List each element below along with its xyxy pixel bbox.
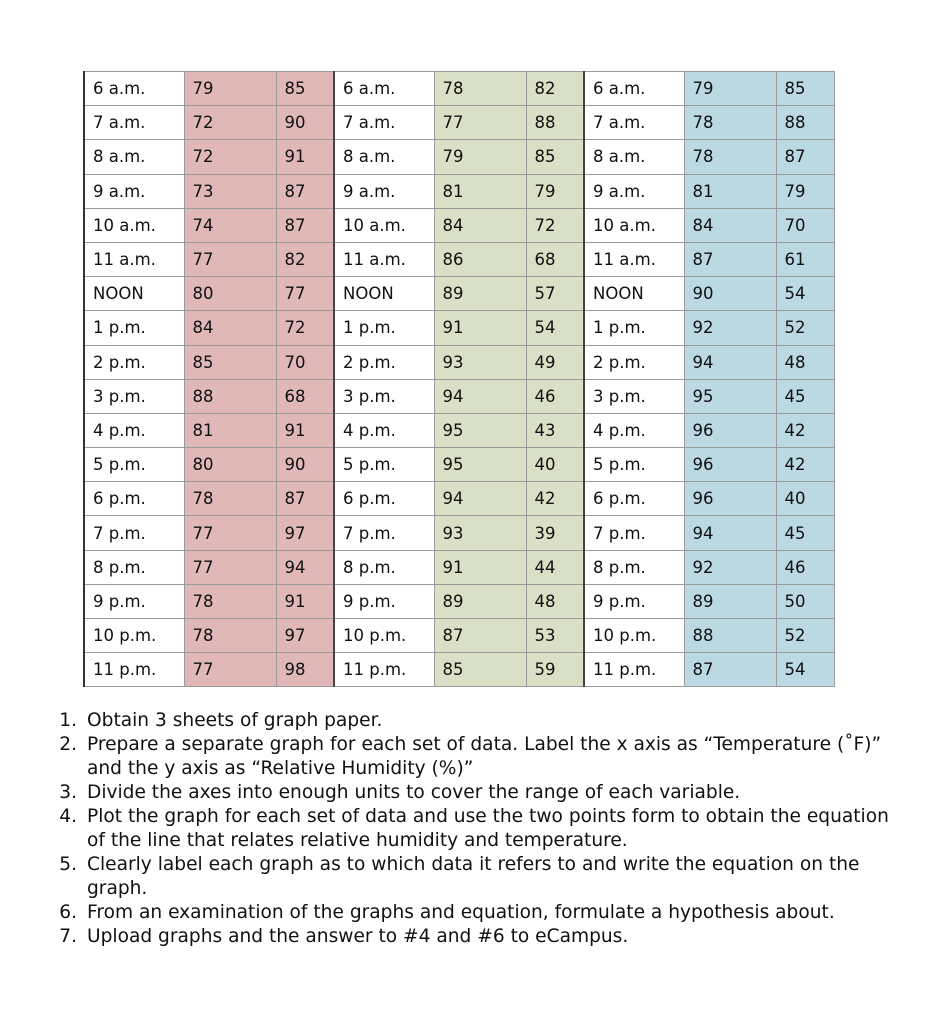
temperature-cell: 91 <box>434 311 526 345</box>
time-cell: 7 a.m. <box>84 106 184 140</box>
humidity-cell: 72 <box>276 311 334 345</box>
temperature-cell: 78 <box>184 482 276 516</box>
humidity-cell: 91 <box>276 584 334 618</box>
temperature-cell: 86 <box>434 242 526 276</box>
time-cell: 6 a.m. <box>84 72 184 106</box>
time-cell: 7 p.m. <box>584 516 684 550</box>
temperature-cell: 94 <box>684 345 776 379</box>
humidity-cell: 42 <box>776 413 834 447</box>
time-cell: NOON <box>84 277 184 311</box>
humidity-cell: 42 <box>776 448 834 482</box>
time-cell: 6 p.m. <box>334 482 434 516</box>
time-cell: 6 a.m. <box>334 72 434 106</box>
temperature-cell: 77 <box>184 653 276 687</box>
humidity-cell: 91 <box>276 413 334 447</box>
time-cell: 7 a.m. <box>334 106 434 140</box>
temperature-cell: 78 <box>684 106 776 140</box>
instruction-number: 1. <box>59 710 77 731</box>
temperature-cell: 78 <box>684 140 776 174</box>
humidity-cell: 88 <box>526 106 584 140</box>
humidity-cell: 97 <box>276 619 334 653</box>
humidity-cell: 54 <box>776 277 834 311</box>
time-cell: 2 p.m. <box>584 345 684 379</box>
temperature-cell: 77 <box>184 550 276 584</box>
temperature-cell: 85 <box>184 345 276 379</box>
instruction-item <box>55 805 905 853</box>
temperature-cell: 77 <box>184 516 276 550</box>
temperature-cell: 89 <box>684 584 776 618</box>
table-row <box>84 311 834 345</box>
temperature-cell: 88 <box>184 379 276 413</box>
instruction-text: Clearly label each graph as to which data it refers to and write the equation on the graph. <box>87 854 860 899</box>
humidity-cell: 61 <box>776 242 834 276</box>
temperature-cell: 81 <box>434 174 526 208</box>
time-cell: 8 p.m. <box>84 550 184 584</box>
temperature-cell: 72 <box>184 140 276 174</box>
instruction-text: Divide the axes into enough units to cover the range of each variable. <box>87 782 741 803</box>
humidity-cell: 40 <box>776 482 834 516</box>
time-cell: 3 p.m. <box>84 379 184 413</box>
humidity-cell: 49 <box>526 345 584 379</box>
time-cell: 6 p.m. <box>84 482 184 516</box>
time-cell: 2 p.m. <box>334 345 434 379</box>
humidity-cell: 48 <box>526 584 584 618</box>
temperature-cell: 95 <box>434 448 526 482</box>
time-cell: 11 p.m. <box>334 653 434 687</box>
time-cell: 1 p.m. <box>584 311 684 345</box>
time-cell: 11 p.m. <box>84 653 184 687</box>
time-cell: 7 a.m. <box>584 106 684 140</box>
time-cell: 9 p.m. <box>584 584 684 618</box>
temperature-cell: 89 <box>434 277 526 311</box>
table-row <box>84 379 834 413</box>
humidity-cell: 57 <box>526 277 584 311</box>
instruction-text: Obtain 3 sheets of graph paper. <box>87 710 383 731</box>
humidity-cell: 82 <box>526 72 584 106</box>
instruction-text: Upload graphs and the answer to #4 and #6 to eCampus. <box>87 926 629 947</box>
temperature-cell: 87 <box>684 653 776 687</box>
temperature-cell: 84 <box>184 311 276 345</box>
table-row <box>84 277 834 311</box>
humidity-cell: 85 <box>276 72 334 106</box>
time-cell: 9 p.m. <box>84 584 184 618</box>
time-cell: 7 p.m. <box>84 516 184 550</box>
humidity-cell: 42 <box>526 482 584 516</box>
humidity-cell: 43 <box>526 413 584 447</box>
humidity-cell: 53 <box>526 619 584 653</box>
time-cell: 10 a.m. <box>84 208 184 242</box>
temperature-cell: 80 <box>184 277 276 311</box>
temperature-cell: 90 <box>684 277 776 311</box>
time-cell: 4 p.m. <box>334 413 434 447</box>
time-cell: 8 p.m. <box>584 550 684 584</box>
time-cell: 3 p.m. <box>334 379 434 413</box>
time-cell: 1 p.m. <box>84 311 184 345</box>
time-cell: 8 a.m. <box>84 140 184 174</box>
humidity-cell: 46 <box>776 550 834 584</box>
humidity-cell: 44 <box>526 550 584 584</box>
temperature-cell: 95 <box>434 413 526 447</box>
time-cell: NOON <box>584 277 684 311</box>
time-cell: 9 p.m. <box>334 584 434 618</box>
time-cell: 9 a.m. <box>334 174 434 208</box>
time-cell: 11 p.m. <box>584 653 684 687</box>
humidity-cell: 94 <box>276 550 334 584</box>
humidity-cell: 59 <box>526 653 584 687</box>
time-cell: 10 a.m. <box>334 208 434 242</box>
temperature-cell: 84 <box>434 208 526 242</box>
table-row <box>84 516 834 550</box>
humidity-cell: 85 <box>526 140 584 174</box>
humidity-cell: 87 <box>276 482 334 516</box>
humidity-cell: 48 <box>776 345 834 379</box>
time-cell: 10 p.m. <box>334 619 434 653</box>
temperature-cell: 78 <box>184 619 276 653</box>
time-cell: 5 p.m. <box>84 448 184 482</box>
humidity-cell: 40 <box>526 448 584 482</box>
temperature-cell: 73 <box>184 174 276 208</box>
humidity-cell: 45 <box>776 379 834 413</box>
table-row <box>84 413 834 447</box>
time-cell: 5 p.m. <box>584 448 684 482</box>
humidity-cell: 50 <box>776 584 834 618</box>
humidity-cell: 88 <box>776 106 834 140</box>
temperature-cell: 94 <box>684 516 776 550</box>
time-cell: 5 p.m. <box>334 448 434 482</box>
time-cell: 7 p.m. <box>334 516 434 550</box>
temperature-cell: 93 <box>434 516 526 550</box>
temperature-cell: 78 <box>184 584 276 618</box>
table-row <box>84 619 834 653</box>
temperature-cell: 92 <box>684 550 776 584</box>
temperature-humidity-table <box>83 71 835 687</box>
temperature-cell: 78 <box>434 72 526 106</box>
humidity-cell: 90 <box>276 448 334 482</box>
humidity-cell: 54 <box>776 653 834 687</box>
humidity-cell: 52 <box>776 311 834 345</box>
humidity-cell: 82 <box>276 242 334 276</box>
time-cell: 4 p.m. <box>584 413 684 447</box>
humidity-cell: 70 <box>276 345 334 379</box>
table-row <box>84 242 834 276</box>
instruction-item <box>55 781 905 805</box>
humidity-cell: 91 <box>276 140 334 174</box>
temperature-cell: 79 <box>684 72 776 106</box>
temperature-cell: 81 <box>184 413 276 447</box>
temperature-cell: 94 <box>434 482 526 516</box>
humidity-cell: 85 <box>776 72 834 106</box>
table-row <box>84 72 834 106</box>
table-row <box>84 106 834 140</box>
time-cell: 9 a.m. <box>84 174 184 208</box>
time-cell: 1 p.m. <box>334 311 434 345</box>
humidity-cell: 52 <box>776 619 834 653</box>
temperature-cell: 85 <box>434 653 526 687</box>
humidity-cell: 45 <box>776 516 834 550</box>
humidity-cell: 72 <box>526 208 584 242</box>
time-cell: 6 p.m. <box>584 482 684 516</box>
instruction-item <box>55 901 905 925</box>
instruction-text: Prepare a separate graph for each set of data. Label the x axis as “Temperature (˚F)” and the y axis as “Relative Humidity (%)” <box>87 734 882 779</box>
instruction-number: 3. <box>59 782 77 803</box>
temperature-cell: 74 <box>184 208 276 242</box>
time-cell: 6 a.m. <box>584 72 684 106</box>
time-cell: 10 a.m. <box>584 208 684 242</box>
humidity-cell: 54 <box>526 311 584 345</box>
temperature-cell: 80 <box>184 448 276 482</box>
humidity-cell: 46 <box>526 379 584 413</box>
time-cell: 4 p.m. <box>84 413 184 447</box>
table-row <box>84 140 834 174</box>
temperature-cell: 92 <box>684 311 776 345</box>
temperature-cell: 93 <box>434 345 526 379</box>
table-row <box>84 584 834 618</box>
humidity-cell: 79 <box>776 174 834 208</box>
table-row <box>84 174 834 208</box>
humidity-cell: 70 <box>776 208 834 242</box>
temperature-cell: 96 <box>684 448 776 482</box>
temperature-cell: 84 <box>684 208 776 242</box>
humidity-cell: 79 <box>526 174 584 208</box>
instruction-number: 7. <box>59 926 77 947</box>
temperature-cell: 72 <box>184 106 276 140</box>
humidity-cell: 87 <box>776 140 834 174</box>
temperature-cell: 81 <box>684 174 776 208</box>
temperature-cell: 87 <box>684 242 776 276</box>
temperature-cell: 88 <box>684 619 776 653</box>
instruction-item <box>55 925 905 949</box>
time-cell: 11 a.m. <box>84 242 184 276</box>
instruction-number: 5. <box>59 854 77 875</box>
temperature-cell: 77 <box>434 106 526 140</box>
time-cell: 8 a.m. <box>334 140 434 174</box>
temperature-cell: 89 <box>434 584 526 618</box>
table-row <box>84 550 834 584</box>
temperature-cell: 87 <box>434 619 526 653</box>
time-cell: 11 a.m. <box>334 242 434 276</box>
instruction-item <box>55 709 905 733</box>
time-cell: 2 p.m. <box>84 345 184 379</box>
instruction-number: 6. <box>59 902 77 923</box>
temperature-cell: 94 <box>434 379 526 413</box>
instruction-text: Plot the graph for each set of data and use the two points form to obtain the equation of the line that relates relative humidity and temperature. <box>87 806 889 851</box>
humidity-cell: 98 <box>276 653 334 687</box>
time-cell: 9 a.m. <box>584 174 684 208</box>
instructions-list <box>55 709 905 949</box>
time-cell: NOON <box>334 277 434 311</box>
instruction-item <box>55 733 905 781</box>
table-row <box>84 448 834 482</box>
humidity-cell: 68 <box>526 242 584 276</box>
temperature-cell: 96 <box>684 482 776 516</box>
temperature-cell: 79 <box>434 140 526 174</box>
temperature-cell: 96 <box>684 413 776 447</box>
instruction-number: 2. <box>59 734 77 755</box>
time-cell: 11 a.m. <box>584 242 684 276</box>
time-cell: 8 p.m. <box>334 550 434 584</box>
instruction-item <box>55 853 905 901</box>
humidity-cell: 97 <box>276 516 334 550</box>
humidity-cell: 87 <box>276 174 334 208</box>
temperature-cell: 91 <box>434 550 526 584</box>
time-cell: 10 p.m. <box>584 619 684 653</box>
instruction-text: From an examination of the graphs and equation, formulate a hypothesis about. <box>87 902 835 923</box>
humidity-cell: 77 <box>276 277 334 311</box>
table-row <box>84 345 834 379</box>
humidity-cell: 39 <box>526 516 584 550</box>
time-cell: 3 p.m. <box>584 379 684 413</box>
humidity-cell: 68 <box>276 379 334 413</box>
time-cell: 10 p.m. <box>84 619 184 653</box>
humidity-cell: 90 <box>276 106 334 140</box>
humidity-cell: 87 <box>276 208 334 242</box>
instruction-number: 4. <box>59 806 77 827</box>
table-row <box>84 208 834 242</box>
temperature-cell: 95 <box>684 379 776 413</box>
temperature-cell: 77 <box>184 242 276 276</box>
table-row <box>84 653 834 687</box>
time-cell: 8 a.m. <box>584 140 684 174</box>
temperature-cell: 79 <box>184 72 276 106</box>
table-row <box>84 482 834 516</box>
